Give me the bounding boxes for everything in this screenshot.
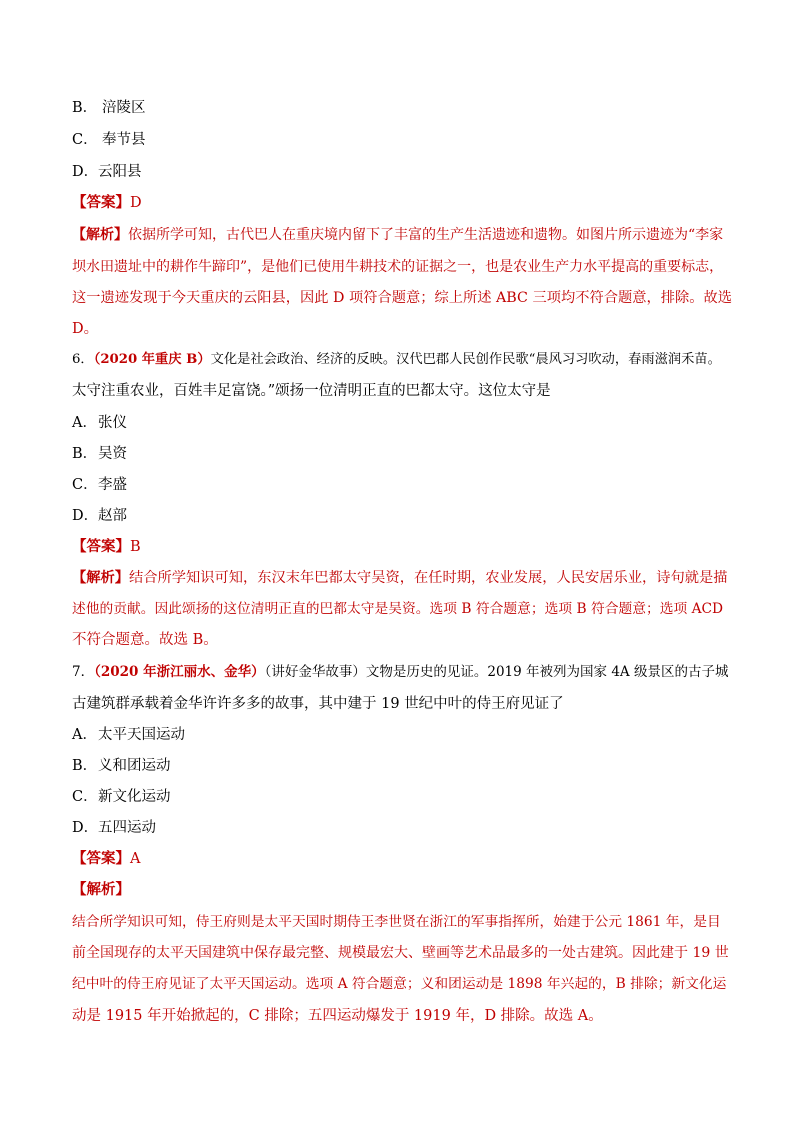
q7-analysis-line: 动是 1915 年开始掀起的，C 排除；五四运动爆发于 1919 年，D 排除。故选 A。 (72, 1008, 603, 1024)
option-letter: C． (72, 789, 98, 805)
option-text: 李盛 (98, 477, 127, 493)
answer-value: D (130, 195, 142, 211)
option-letter: D． (72, 820, 99, 836)
answer-label: 【答案】 (72, 194, 130, 211)
q5-option-d (72, 162, 732, 182)
question-source: （2020 年浙江丽水、金华） (94, 664, 265, 680)
q7-option-c (72, 787, 732, 807)
q5-answer (72, 193, 732, 213)
option-text: 云阳县 (98, 164, 142, 180)
option-letter: B． (72, 758, 98, 774)
q7-option-b (72, 756, 732, 776)
q6-analysis-line: 不符合题意。故选 B。 (72, 632, 218, 648)
option-text: 新文化运动 (98, 789, 171, 805)
answer-value: A (130, 851, 141, 867)
q6-analysis-line: 述他的贡献。因此颂扬的这位清明正直的巴都太守是吴资。选项 B 符合题意；选项 B 符合题意；选项 ACD (72, 601, 724, 617)
option-letter: A． (72, 415, 97, 431)
answer-label: 【答案】 (72, 538, 130, 555)
option-text: 赵部 (98, 508, 127, 524)
analysis-label: 【解析】 (72, 881, 130, 898)
analysis-label: 【解析】 (72, 570, 130, 586)
question-number: 6． (72, 352, 94, 367)
option-letter: B． (72, 100, 98, 116)
q7-analysis-heading (72, 880, 732, 900)
question-number: 7． (72, 664, 95, 680)
option-text: 五四运动 (98, 820, 156, 836)
q6-option-c (72, 475, 732, 495)
q7-analysis-line: 纪中叶的侍王府见证了太平天国运动。选项 A 符合题意；义和团运动是 1898 年兴起的，B 排除；新文化运 (72, 976, 727, 992)
analysis-text: 结合所学知识可知，东汉末年巴都太守吴资，在任时期，农业发展，人民安居乐业，诗句就是描 (129, 570, 728, 586)
option-text: 吴资 (98, 446, 127, 462)
q5-analysis-line: 这一遗迹发现于今天重庆的云阳县，因此 D 项符合题意；综上所述 ABC 三项均不符合题意，排除。故选 (72, 290, 732, 306)
q5-analysis-line (72, 225, 732, 245)
option-text: 张仪 (98, 415, 127, 431)
q7-analysis-line: 结合所学知识可知，侍王府则是太平天国时期侍王李世贤在浙江的军事指挥所，始建于公元 1861 年，是目 (72, 914, 721, 930)
q5-option-c (72, 130, 732, 150)
q7-stem (72, 662, 732, 682)
q7-stem-line: 古建筑群承载着金华许许多多的故事，其中建于 19 世纪中叶的侍王府见证了 (72, 696, 564, 712)
q6-option-b (72, 444, 732, 464)
option-letter: C． (72, 132, 98, 148)
q7-option-d (72, 818, 732, 838)
option-letter: D． (72, 508, 99, 524)
q5-analysis-line: D。 (72, 321, 99, 337)
question-text: （讲好金华故事）文物是历史的见证。2019 年被列为国家 4A 级景区的古子城 (264, 664, 729, 680)
answer-value: B (130, 539, 141, 555)
q6-option-a (72, 413, 732, 433)
q6-answer (72, 537, 732, 557)
option-text: 义和团运动 (98, 758, 171, 774)
analysis-text: 依据所学可知，古代巴人在重庆境内留下了丰富的生产生活遗迹和遗物。如图片所示遗迹为“李家 (128, 227, 724, 243)
q5-option-b (72, 98, 732, 118)
option-text: 奉节县 (102, 132, 146, 148)
option-letter: B． (72, 446, 98, 462)
option-letter: D． (72, 164, 99, 180)
option-letter: C． (72, 477, 98, 493)
q7-option-a (72, 725, 732, 745)
question-source: （2020 年重庆 B） (93, 352, 211, 367)
q6-stem (72, 350, 732, 370)
option-letter: A． (72, 727, 97, 743)
q6-analysis-line (72, 568, 732, 588)
q5-analysis-line: 坝水田遗址中的耕作牛蹄印”，是他们已使用牛耕技术的证据之一，也是农业生产力水平提高的重要标志， (72, 259, 724, 275)
analysis-label: 【解析】 (72, 227, 128, 243)
answer-label: 【答案】 (72, 850, 130, 867)
q6-stem-line: 太守注重农业，百姓丰足富饶。”颂扬一位清明正直的巴都太守。这位太守是 (72, 383, 551, 399)
question-text: 文化是社会政治、经济的反映。汉代巴郡人民创作民歌“晨风习习吹动，春雨滋润禾苗。 (210, 352, 721, 367)
q7-answer (72, 849, 732, 869)
option-text: 太平天国运动 (98, 727, 185, 743)
q6-option-d (72, 506, 732, 526)
option-text: 涪陵区 (102, 100, 146, 116)
q7-analysis-line: 前全国现存的太平天国建筑中保存最完整、规模最宏大、壁画等艺术品最多的一处古建筑。因此建于 19 世 (72, 945, 729, 961)
